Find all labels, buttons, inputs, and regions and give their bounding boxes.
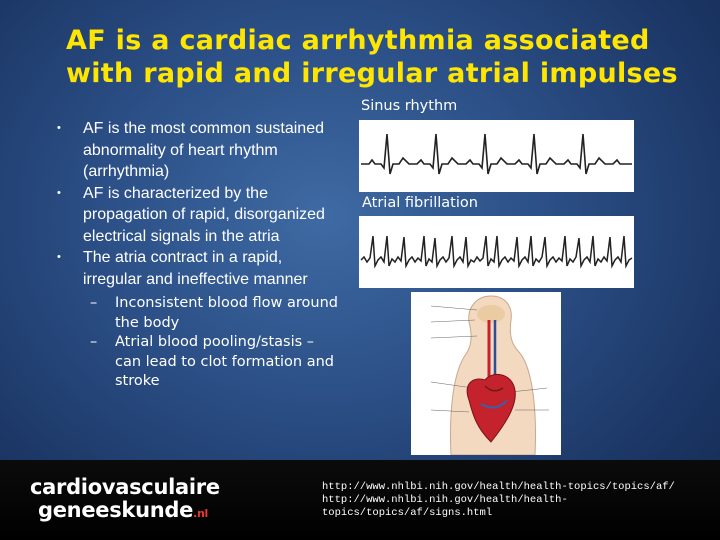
logo-suffix: .nl — [193, 507, 208, 520]
bullet-list — [52, 118, 342, 392]
sub-bullet-text: Atrial blood pooling/stasis – can lead to clot formation and stroke — [115, 334, 334, 390]
bullet-marker: • — [57, 186, 61, 199]
atrial-fibrillation-label: Atrial fibrillation — [362, 195, 478, 211]
source-link-1[interactable]: http://www.nhlbi.nih.gov/health/health-topics/topics/af/ — [322, 481, 675, 493]
bullet-marker: • — [57, 251, 61, 263]
sub-bullet-list — [90, 294, 342, 392]
sub-bullet-item — [90, 294, 342, 333]
af-ecg-trace — [359, 216, 634, 288]
sub-bullet-text: Inconsistent blood flow around the body — [115, 295, 338, 331]
sinus-ecg-trace — [359, 120, 634, 192]
sub-bullet-marker: – — [90, 334, 98, 351]
slide-title — [66, 24, 706, 90]
heart-anatomy-illustration — [411, 292, 561, 455]
heart-anatomy-icon — [411, 292, 561, 455]
bullet-item — [52, 118, 342, 183]
slide-title-line-1: AF is a cardiac arrhythmia associated — [66, 25, 650, 56]
bullet-text: AF is characterized by the propagation of rapid, disorganized electrical signals in the atria — [83, 184, 325, 245]
logo-line-1: cardiovasculaire — [30, 475, 220, 499]
source-link-2[interactable]: http://www.nhlbi.nih.gov/health/health-topics/topics/af/signs.html — [322, 494, 568, 519]
sinus-rhythm-ecg — [359, 120, 634, 192]
bullet-item — [52, 183, 342, 248]
sinus-rhythm-label: Sinus rhythm — [361, 98, 458, 114]
logo-line-2 — [38, 498, 208, 522]
bullet-marker: • — [57, 122, 61, 134]
source-links — [322, 481, 720, 520]
bullet-item — [52, 247, 342, 290]
sub-bullet-item — [90, 333, 342, 392]
sub-bullet-marker: – — [90, 295, 98, 311]
bullet-text: AF is the most common sustained abnormality of heart rhythm (arrhythmia) — [83, 120, 324, 180]
bullet-text: The atria contract in a rapid, irregular and ineffective manner — [83, 249, 308, 288]
slide-title-line-2: with rapid and irregular atrial impulses — [66, 58, 678, 89]
atrial-fibrillation-ecg — [359, 216, 634, 288]
logo-word: geneeskunde — [38, 498, 194, 522]
